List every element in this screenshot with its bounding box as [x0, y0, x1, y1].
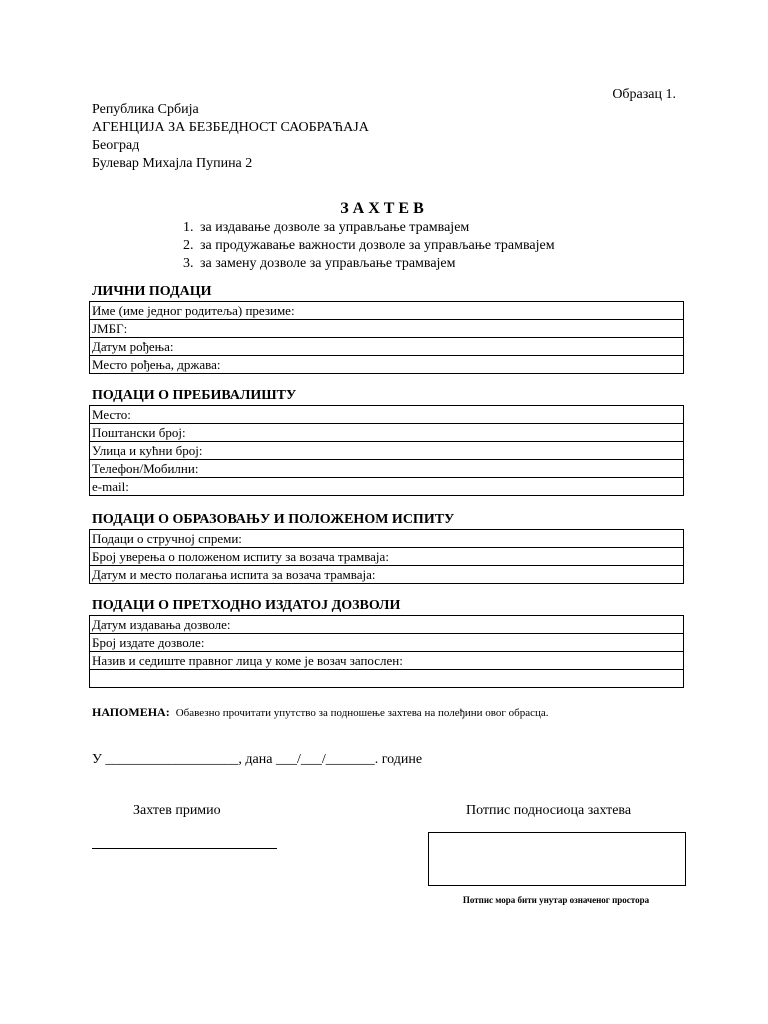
received-by-signature-line	[92, 848, 277, 849]
form-number: Образац 1.	[612, 87, 676, 102]
purpose-number: 3.	[183, 256, 194, 271]
address-line-agency: АГЕНЦИЈА ЗА БЕЗБЕДНОСТ САОБРАЋАЈА	[92, 120, 369, 135]
place-date-line: У ___________________, дана ___/___/_______. године	[92, 752, 423, 767]
field-street[interactable]: Улица и кућни број:	[90, 442, 684, 460]
address-line-street: Булевар Михајла Пупина 2	[92, 156, 253, 171]
purpose-text: за продужавање важности дозволе за управљање трамвајем	[200, 238, 555, 253]
address-line-city: Београд	[92, 138, 140, 153]
note-label: НАПОМЕНА:	[92, 705, 170, 719]
purpose-item	[183, 237, 555, 255]
field-employer[interactable]: Назив и седиште правног лица у коме је возач запослен:	[90, 652, 684, 670]
note	[92, 705, 549, 720]
purpose-text: за издавање дозволе за управљање трамвајем	[200, 220, 470, 235]
field-birth-date[interactable]: Датум рођења:	[90, 338, 684, 356]
field-exam-certificate[interactable]: Број уверења о положеном испиту за возача трамваја:	[90, 548, 684, 566]
purpose-text: за замену дозволе за управљање трамвајем	[200, 256, 456, 271]
section-title-previous-license: ПОДАЦИ О ПРЕТХОДНО ИЗДАТОЈ ДОЗВОЛИ	[92, 598, 401, 613]
document-title: ЗАХТЕВ	[340, 200, 428, 217]
agency-address	[92, 101, 369, 173]
signature-box[interactable]	[428, 832, 686, 886]
education-data-table	[89, 529, 684, 584]
field-birth-place[interactable]: Место рођења, држава:	[90, 356, 684, 374]
applicant-signature-label: Потпис подносиоца захтева	[466, 803, 632, 818]
field-qualification[interactable]: Подаци о стручној спреми:	[90, 530, 684, 548]
section-title-education: ПОДАЦИ О ОБРАЗОВАЊУ И ПОЛОЖЕНОМ ИСПИТУ	[92, 512, 455, 527]
field-license-number[interactable]: Број издате дозволе:	[90, 634, 684, 652]
field-jmbg[interactable]: ЈМБГ:	[90, 320, 684, 338]
field-exam-date-place[interactable]: Датум и место полагања испита за возача трамваја:	[90, 566, 684, 584]
field-phone[interactable]: Телефон/Мобилни:	[90, 460, 684, 478]
request-purpose-list	[183, 219, 555, 273]
purpose-number: 2.	[183, 238, 194, 253]
address-line-country: Република Србија	[92, 102, 199, 117]
field-postal-code[interactable]: Поштански број:	[90, 424, 684, 442]
purpose-item	[183, 219, 555, 237]
signature-note: Потпис мора бити унутар означеног простора	[462, 895, 650, 905]
field-place[interactable]: Место:	[90, 406, 684, 424]
received-by-label: Захтев примио	[133, 803, 221, 818]
field-email[interactable]: e-mail:	[90, 478, 684, 496]
residence-data-table	[89, 405, 684, 496]
field-employer-continued[interactable]	[90, 670, 684, 688]
previous-license-table	[89, 615, 684, 688]
field-license-issue-date[interactable]: Датум издавања дозволе:	[90, 616, 684, 634]
personal-data-table	[89, 301, 684, 374]
purpose-item	[183, 255, 555, 273]
section-title-residence: ПОДАЦИ О ПРЕБИВАЛИШТУ	[92, 388, 297, 403]
note-text: Обавезно прочитати упутство за подношење захтева на полеђини овог обрасца.	[175, 707, 549, 719]
purpose-number: 1.	[183, 220, 194, 235]
section-title-personal: ЛИЧНИ ПОДАЦИ	[92, 284, 212, 299]
field-full-name[interactable]: Име (име једног родитеља) презиме:	[90, 302, 684, 320]
